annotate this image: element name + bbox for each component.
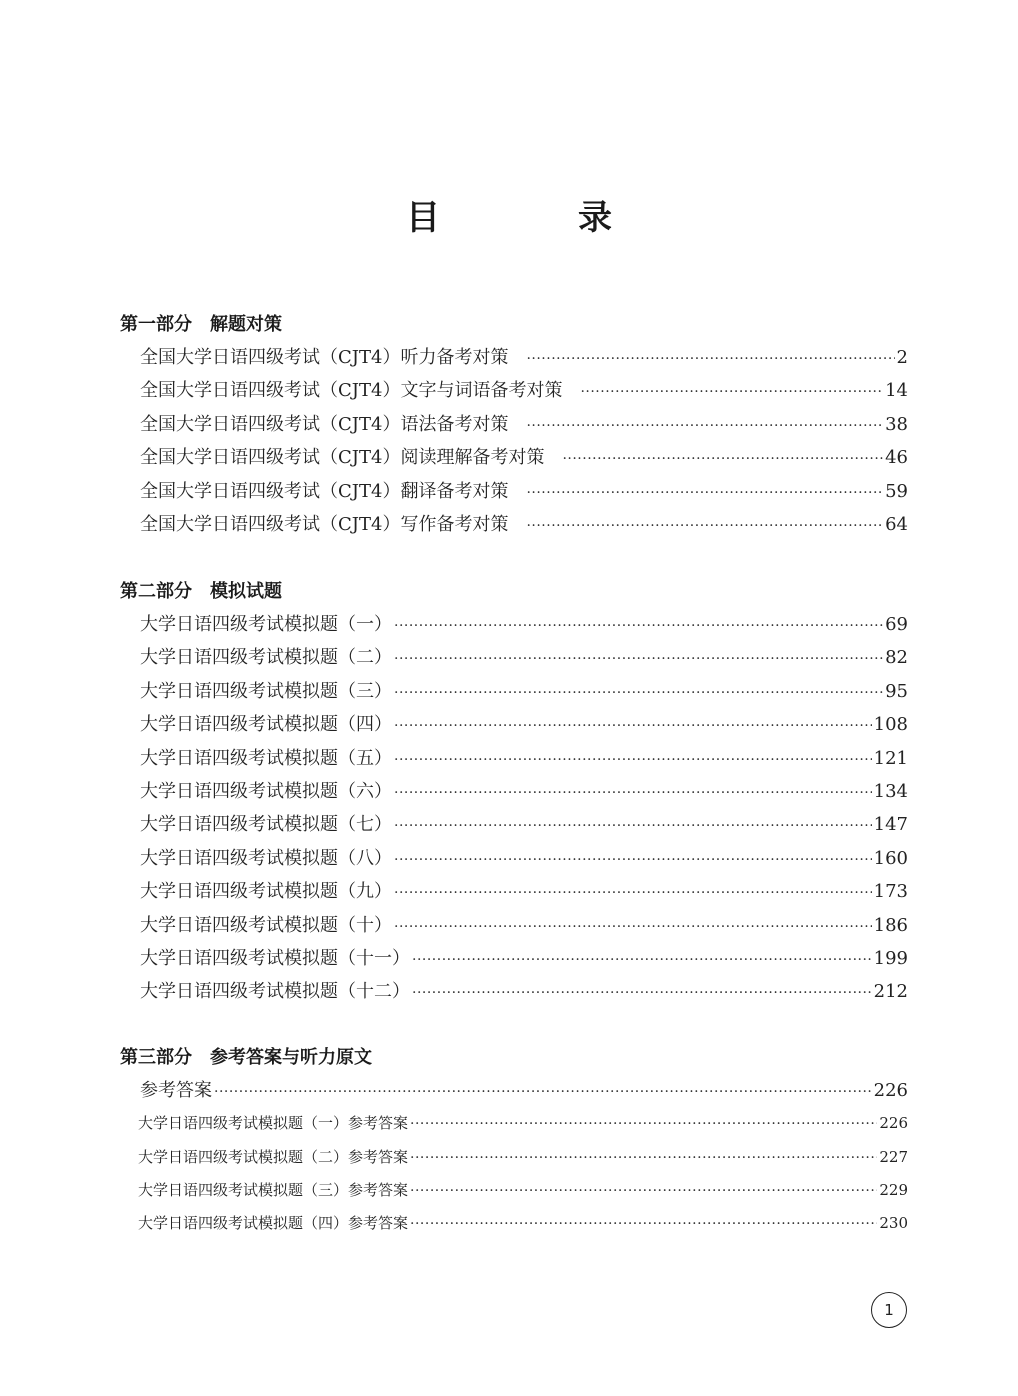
- toc-entry-label: 大学日语四级考试模拟题（一）: [140, 614, 392, 635]
- toc-entry-label: 全国大学日语四级考试（CJT4）文字与词语备考对策: [140, 380, 563, 402]
- dot-leader: [394, 710, 872, 743]
- dot-leader: [412, 944, 872, 977]
- dot-leader: [412, 977, 872, 1010]
- toc-entry-label: 全国大学日语四级考试（CJT4）听力备考对策: [140, 347, 509, 368]
- toc-entry-label: 大学日语四级考试模拟题（十一）: [140, 947, 410, 969]
- section-heading: 第二部分 模拟试题: [120, 581, 282, 602]
- dot-leader: [214, 1076, 872, 1109]
- dot-leader: [394, 911, 872, 944]
- dot-leader: [394, 677, 883, 710]
- toc-entry-page: 199: [873, 947, 908, 969]
- toc-entry-label: 全国大学日语四级考试（CJT4）翻译备考对策: [140, 480, 509, 502]
- toc-section-part-3: [120, 1042, 908, 1241]
- toc-entry-page: 186: [873, 914, 908, 936]
- toc-entry[interactable]: [120, 408, 908, 441]
- toc-entry[interactable]: [120, 341, 908, 374]
- toc-entry-page: 212: [873, 981, 908, 1003]
- toc-entry[interactable]: [120, 942, 908, 975]
- toc-entry-label: 全国大学日语四级考试（CJT4）写作备考对策: [140, 513, 509, 535]
- toc-entry-label: 参考答案: [140, 1080, 212, 1101]
- toc-entry-label: 大学日语四级考试模拟题（九）: [140, 881, 392, 903]
- toc-entry[interactable]: [120, 975, 908, 1008]
- dot-leader: [394, 643, 883, 676]
- toc-entry-page: 46: [885, 447, 908, 469]
- page-number-badge: 1: [871, 1292, 907, 1328]
- toc-subentry-page: 230: [879, 1214, 908, 1233]
- dot-leader: [526, 410, 883, 443]
- toc-entry-label: 大学日语四级考试模拟题（二）: [140, 647, 392, 669]
- toc-entry-label: 大学日语四级考试模拟题（三）: [140, 680, 392, 702]
- toc-subentry[interactable]: [120, 1107, 908, 1140]
- toc-entry[interactable]: [120, 374, 908, 407]
- toc-subentry-label: 大学日语四级考试模拟题（二）参考答案: [138, 1147, 409, 1166]
- toc-entry-page: 173: [873, 881, 908, 903]
- dot-leader: [394, 810, 872, 843]
- toc-entry[interactable]: [120, 909, 908, 942]
- toc-entry[interactable]: [120, 808, 908, 841]
- toc-entry-page: 121: [873, 747, 908, 769]
- toc-subentry-page: 226: [879, 1114, 908, 1133]
- dot-leader: [394, 844, 872, 877]
- toc-entry[interactable]: [120, 742, 908, 775]
- toc-section-part-2: [120, 576, 908, 1009]
- dot-leader: [410, 1108, 877, 1141]
- dot-leader: [410, 1208, 877, 1241]
- toc-subentry-label: 大学日语四级考试模拟题（四）参考答案: [138, 1214, 409, 1233]
- toc-entry[interactable]: [120, 1074, 908, 1107]
- toc-entry-page: 14: [885, 380, 908, 402]
- toc-entry[interactable]: [120, 708, 908, 741]
- toc-entry-page: 134: [873, 780, 908, 802]
- toc-entry[interactable]: [120, 875, 908, 908]
- dot-leader: [562, 443, 883, 476]
- toc-entry[interactable]: [120, 641, 908, 674]
- dot-leader: [526, 477, 883, 510]
- toc-entry-page: 82: [885, 647, 908, 669]
- dot-leader: [526, 510, 883, 543]
- dot-leader: [526, 343, 894, 376]
- toc-entry[interactable]: [120, 842, 908, 875]
- toc-entry-label: 大学日语四级考试模拟题（五）: [140, 747, 392, 769]
- toc-entry[interactable]: [120, 441, 908, 474]
- toc-entry-label: 大学日语四级考试模拟题（十二）: [140, 981, 410, 1003]
- toc-entry-page: 108: [873, 714, 908, 736]
- dot-leader: [580, 376, 883, 409]
- dot-leader: [394, 777, 872, 810]
- toc-entry-label: 大学日语四级考试模拟题（四）: [140, 714, 392, 736]
- toc-entry-label: 大学日语四级考试模拟题（六）: [140, 780, 392, 802]
- toc-entry[interactable]: [120, 608, 908, 641]
- toc-subentry[interactable]: [120, 1174, 908, 1207]
- dot-leader: [394, 877, 872, 910]
- toc-subentry[interactable]: [120, 1207, 908, 1240]
- section-heading: 第三部分 参考答案与听力原文: [120, 1047, 372, 1068]
- dot-leader: [394, 610, 883, 643]
- toc-entry[interactable]: [120, 475, 908, 508]
- toc-subentry-label: 大学日语四级考试模拟题（三）参考答案: [138, 1180, 409, 1199]
- toc-subentry-page: 229: [879, 1180, 908, 1199]
- toc-entry-label: 全国大学日语四级考试（CJT4）阅读理解备考对策: [140, 447, 545, 469]
- toc-subentry[interactable]: [120, 1141, 908, 1174]
- toc-entry-page: 226: [873, 1080, 908, 1101]
- dot-leader: [394, 744, 872, 777]
- dot-leader: [410, 1142, 877, 1175]
- toc-entry-label: 全国大学日语四级考试（CJT4）语法备考对策: [140, 413, 509, 435]
- toc-entry-page: 95: [885, 680, 908, 702]
- toc-entry-page: 38: [885, 413, 908, 435]
- toc-section-part-1: [120, 309, 908, 541]
- dot-leader: [410, 1175, 877, 1208]
- toc-entry-page: 59: [885, 480, 908, 502]
- toc-subentry-label: 大学日语四级考试模拟题（一）参考答案: [138, 1114, 409, 1133]
- toc-entry-page: 69: [885, 614, 908, 635]
- toc-entry-page: 64: [885, 513, 908, 535]
- toc-entry-label: 大学日语四级考试模拟题（十）: [140, 914, 392, 936]
- page-title: 目 录: [406, 198, 664, 238]
- toc-entry-label: 大学日语四级考试模拟题（八）: [140, 847, 392, 869]
- toc-entry-page: 160: [873, 847, 908, 869]
- toc-entry-label: 大学日语四级考试模拟题（七）: [140, 814, 392, 836]
- toc-entry-page: 147: [873, 814, 908, 836]
- toc-subentry-page: 227: [879, 1147, 908, 1166]
- toc-entry-page: 2: [896, 347, 908, 368]
- toc-entry[interactable]: [120, 775, 908, 808]
- section-heading: 第一部分 解题对策: [120, 314, 282, 335]
- toc-entry[interactable]: [120, 508, 908, 541]
- toc-entry[interactable]: [120, 675, 908, 708]
